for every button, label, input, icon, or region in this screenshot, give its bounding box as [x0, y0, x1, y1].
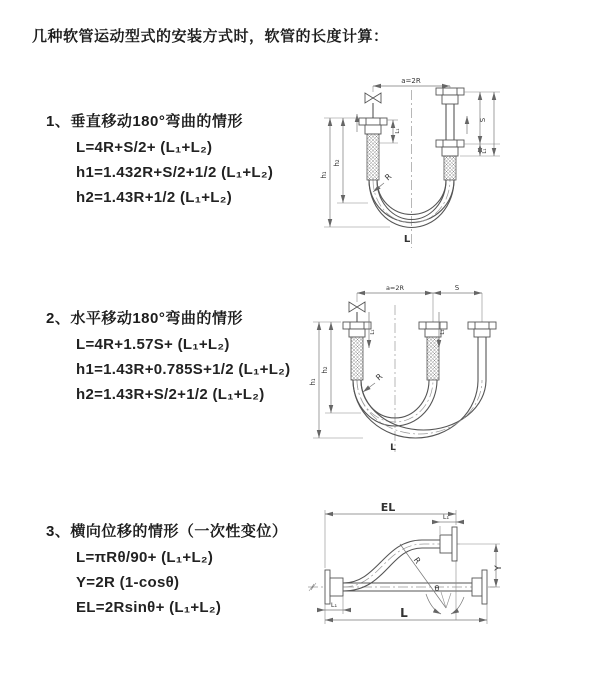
left-leg-fitting	[359, 103, 387, 180]
length-label: L	[390, 443, 396, 453]
dim-a2r-label: a=2R	[385, 284, 405, 292]
diagram-lateral-displacement	[300, 498, 600, 653]
diagram-vertical-180	[310, 70, 600, 260]
diagram-lateral-svg	[300, 498, 600, 653]
dim-s-label: S	[454, 284, 460, 292]
formula-L: L=4R+1.57S+ (L₁+L₂)	[76, 336, 230, 353]
diagram-horizontal-180-svg	[305, 280, 600, 460]
radius-callout	[363, 372, 385, 392]
section-vertical-movement	[46, 110, 273, 215]
diagram-horizontal-180	[305, 280, 600, 460]
dimension-l1-top	[433, 513, 463, 534]
left-flange	[325, 570, 343, 604]
dimension-a2r-s	[357, 284, 482, 302]
length-label: L	[403, 234, 411, 245]
right-leg-fitting	[436, 88, 464, 180]
angle-theta-label: θ	[434, 584, 440, 593]
left-leg-fitting	[343, 312, 371, 380]
length-label: L	[400, 606, 408, 620]
dim-h2-label: h₂	[321, 366, 329, 374]
dim-l1-left-label: L₁	[370, 329, 376, 335]
formula-L: L=πRθ/90+ (L₁+L₂)	[76, 549, 214, 566]
section-1-heading: 1、垂直移动180°弯曲的情形	[46, 113, 243, 130]
formula-h2: h2=1.43R+S/2+1/2 (L₁+L₂)	[76, 386, 265, 403]
formula-L: L=4R+S/2+ (L₁+L₂)	[76, 139, 213, 156]
radius-label: R	[411, 555, 423, 566]
dim-l1-left-label: L₁	[330, 601, 338, 609]
valve-icon	[365, 93, 381, 103]
valve-icon	[349, 302, 365, 312]
right-leg-fitting	[468, 293, 496, 380]
section-lateral-displacement	[46, 520, 287, 625]
page-title: 几种软管运动型式的安装方式时，软管的长度计算：	[32, 28, 389, 45]
middle-leg-fitting	[419, 293, 447, 380]
formula-Y: Y=2R (1-cosθ)	[76, 574, 180, 591]
dim-l1-mid-label: L₁	[440, 329, 446, 335]
hose-u-bend-positions	[353, 380, 486, 438]
upper-right-flange	[440, 527, 457, 561]
diagram-vertical-180-svg	[310, 70, 600, 260]
formula-h1: h1=1.432R+S/2+1/2 (L₁+L₂)	[76, 164, 274, 181]
lower-right-flange	[472, 570, 487, 604]
dim-l1-left-label: L₁	[395, 128, 401, 134]
dimension-l-bottom	[325, 604, 487, 624]
dim-y-label: Y	[494, 565, 504, 571]
dim-l1-right-label: L₁	[482, 148, 488, 154]
formula-h2: h2=1.43R+1/2 (L₁+L₂)	[76, 189, 233, 206]
section-horizontal-movement	[46, 307, 290, 412]
dim-s-label: S	[479, 117, 487, 123]
dim-a2r-label: a=2R	[401, 77, 421, 85]
section-3-heading: 3、横向位移的情形（一次性变位）	[46, 523, 288, 540]
dim-h1-label: h₁	[309, 378, 317, 386]
dim-el-label: EL	[380, 501, 396, 514]
radius-label: R	[374, 371, 385, 383]
dim-h2-label: h₂	[333, 159, 341, 167]
dimension-s-l1-right	[460, 92, 500, 156]
section-2-heading: 2、水平移动180°弯曲的情形	[46, 310, 243, 327]
dimension-l1-bottom-left	[318, 596, 350, 614]
dim-h1-label: h₁	[320, 171, 328, 179]
dim-l1-top-label: L₁	[442, 513, 450, 521]
formula-h1: h1=1.43R+0.785S+1/2 (L₁+L₂)	[76, 361, 291, 378]
formula-EL: EL=2Rsinθ+ (L₁+L₂)	[76, 599, 222, 616]
radius-label: R	[383, 171, 394, 183]
